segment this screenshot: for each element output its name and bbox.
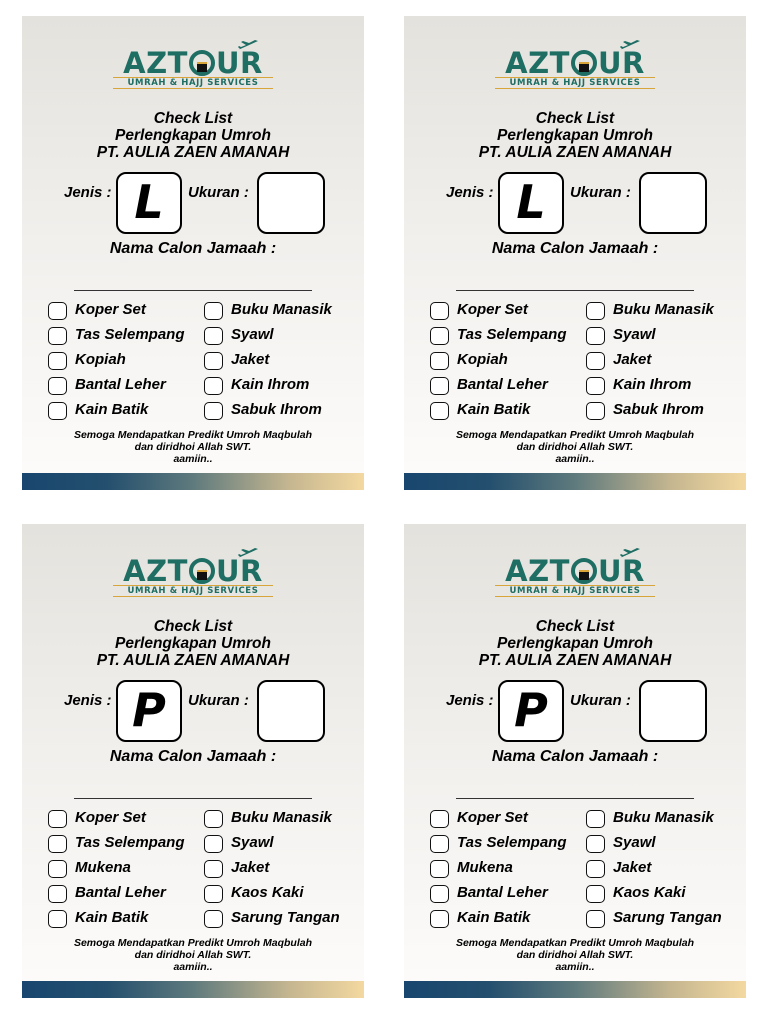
logo-wordmark [123,48,263,78]
ukuran-box[interactable] [639,680,707,742]
ukuran-box[interactable] [257,680,325,742]
footer-line: Semoga Mendapatkan Predikt Umroh Maqbulah [73,429,313,441]
footer-prayer [22,429,364,465]
title-line: Perlengkapan Umroh [497,635,653,652]
checkbox-icon[interactable] [204,327,223,345]
logo-text-right: UR [215,554,263,588]
jenis-row [22,680,364,744]
item-label: Sarung Tangan [613,909,722,926]
title-line: Check List [535,618,615,635]
checkbox-icon[interactable] [48,302,67,320]
title-line: Perlengkapan Umroh [115,127,271,144]
item-label: Jaket [231,859,270,876]
footer-line: Semoga Mendapatkan Predikt Umroh Maqbulah [455,429,695,441]
checkbox-icon[interactable] [204,302,223,320]
title-line: PT. AULIA ZAEN AMANAH [96,652,290,669]
checkbox-icon[interactable] [204,402,223,420]
item-label: Bantal Leher [457,884,548,901]
item-label: Kaos Kaki [231,884,304,901]
ukuran-label: Ukuran : [188,692,249,709]
item-label: Kain Ihrom [613,376,692,393]
checkbox-icon[interactable] [586,835,605,853]
checkbox-icon[interactable] [204,352,223,370]
checklist-title [404,110,746,161]
jenis-box: L [116,172,182,234]
item-label: Kopiah [75,351,126,368]
logo-text-left: AZT [123,46,188,80]
footer-line: aamiin.. [173,961,213,973]
logo-text-right: UR [215,46,263,80]
checklist-title [22,110,364,161]
checkbox-icon[interactable] [430,910,449,928]
checkbox-icon[interactable] [48,860,67,878]
checklist-title [404,618,746,669]
kaaba-icon [189,50,215,76]
jenis-row [404,680,746,744]
checkbox-icon[interactable] [430,810,449,828]
logo-tagline: UMRAH & HAJJ SERVICES [113,585,273,597]
item-label: Syawl [613,834,656,851]
logo-text-left: AZT [505,554,570,588]
title-line: PT. AULIA ZAEN AMANAH [478,144,672,161]
jenis-box: P [116,680,182,742]
title-line: Perlengkapan Umroh [115,635,271,652]
item-label: Bantal Leher [75,376,166,393]
checkbox-icon[interactable] [586,352,605,370]
item-label: Jaket [613,351,652,368]
checkbox-icon[interactable] [430,885,449,903]
nama-label: Nama Calon Jamaah : [491,748,659,765]
checkbox-icon[interactable] [48,910,67,928]
checkbox-icon[interactable] [586,860,605,878]
checkbox-icon[interactable] [586,302,605,320]
checkbox-icon[interactable] [586,910,605,928]
title-line: PT. AULIA ZAEN AMANAH [96,144,290,161]
item-label: Tas Selempang [75,326,185,343]
item-label: Bantal Leher [457,376,548,393]
kaaba-icon [571,558,597,584]
item-label: Kain Batik [75,909,149,926]
jenis-label: Jenis : [64,692,112,709]
jenis-label: Jenis : [446,692,494,709]
jenis-row [404,172,746,236]
item-label: Sabuk Ihrom [613,401,704,418]
item-label: Syawl [231,834,274,851]
gradient-bar [22,981,364,998]
item-label: Kain Batik [75,401,149,418]
checkbox-icon[interactable] [586,402,605,420]
item-label: Buku Manasik [613,809,714,826]
item-label: Sarung Tangan [231,909,340,926]
ukuran-box[interactable] [639,172,707,234]
item-label: Sabuk Ihrom [231,401,322,418]
nama-label: Nama Calon Jamaah : [491,240,659,257]
checkbox-icon[interactable] [586,377,605,395]
item-label: Syawl [231,326,274,343]
airplane-icon [237,546,259,562]
checkbox-icon[interactable] [430,402,449,420]
item-label: Koper Set [457,301,528,318]
checkbox-icon[interactable] [48,352,67,370]
item-label: Mukena [75,859,131,876]
footer-line: aamiin.. [555,453,595,465]
checkbox-icon[interactable] [48,377,67,395]
logo-tagline: UMRAH & HAJJ SERVICES [113,77,273,89]
checkbox-icon[interactable] [204,810,223,828]
checkbox-icon[interactable] [430,860,449,878]
footer-line: dan diridhoi Allah SWT. [134,949,252,961]
gradient-bar [404,981,746,998]
logo-text-left: AZT [123,554,188,588]
gradient-bar [22,473,364,490]
ukuran-label: Ukuran : [188,184,249,201]
item-label: Kaos Kaki [613,884,686,901]
ukuran-label: Ukuran : [570,692,631,709]
logo-text-right: UR [597,554,645,588]
nama-label: Nama Calon Jamaah : [109,240,277,257]
airplane-icon [619,38,641,54]
checkbox-icon[interactable] [430,377,449,395]
checkbox-icon[interactable] [430,835,449,853]
aztour-logo [404,48,746,94]
checklist-title [22,618,364,669]
item-label: Kain Batik [457,401,531,418]
item-label: Buku Manasik [231,301,332,318]
footer-line: dan diridhoi Allah SWT. [516,949,634,961]
logo-wordmark [505,48,645,78]
footer-line: Semoga Mendapatkan Predikt Umroh Maqbulah [73,937,313,949]
logo-text-right: UR [597,46,645,80]
item-label: Syawl [613,326,656,343]
checkbox-icon[interactable] [204,860,223,878]
nama-label: Nama Calon Jamaah : [109,748,277,765]
checkbox-icon[interactable] [204,910,223,928]
checkbox-icon[interactable] [430,302,449,320]
item-label: Bantal Leher [75,884,166,901]
item-label: Koper Set [457,809,528,826]
checkbox-icon[interactable] [48,885,67,903]
ukuran-box[interactable] [257,172,325,234]
footer-prayer [404,937,746,973]
item-label: Koper Set [75,301,146,318]
item-label: Koper Set [75,809,146,826]
footer-line: aamiin.. [173,453,213,465]
checkbox-icon[interactable] [430,352,449,370]
item-label: Tas Selempang [75,834,185,851]
title-line: Check List [153,618,233,635]
gradient-bar [404,473,746,490]
ukuran-label: Ukuran : [570,184,631,201]
kaaba-icon [571,50,597,76]
item-label: Kain Ihrom [231,376,310,393]
logo-tagline: UMRAH & HAJJ SERVICES [495,77,655,89]
jenis-box: P [498,680,564,742]
item-label: Jaket [231,351,270,368]
nama-input-line[interactable] [74,290,312,291]
footer-line: dan diridhoi Allah SWT. [134,441,252,453]
aztour-logo [404,556,746,602]
checkbox-icon[interactable] [204,885,223,903]
item-label: Kopiah [457,351,508,368]
title-line: Check List [153,110,233,127]
checkbox-icon[interactable] [48,835,67,853]
item-label: Buku Manasik [613,301,714,318]
footer-line: aamiin.. [555,961,595,973]
checkbox-icon[interactable] [586,327,605,345]
checkbox-icon[interactable] [48,402,67,420]
checkbox-icon[interactable] [48,327,67,345]
title-line: PT. AULIA ZAEN AMANAH [478,652,672,669]
jenis-box: L [498,172,564,234]
item-label: Mukena [457,859,513,876]
checkbox-icon[interactable] [204,835,223,853]
logo-text-left: AZT [505,46,570,80]
nama-input-line[interactable] [74,798,312,799]
checkbox-icon[interactable] [204,377,223,395]
item-label: Tas Selempang [457,834,567,851]
aztour-logo [22,556,364,602]
jenis-label: Jenis : [64,184,112,201]
card-bottom-right [404,524,746,998]
checkbox-icon[interactable] [430,327,449,345]
aztour-logo [22,48,364,94]
title-line: Perlengkapan Umroh [497,127,653,144]
card-top-right [404,16,746,490]
footer-line: Semoga Mendapatkan Predikt Umroh Maqbulah [455,937,695,949]
checkbox-icon[interactable] [48,810,67,828]
logo-wordmark [505,556,645,586]
airplane-icon [619,546,641,562]
logo-tagline: UMRAH & HAJJ SERVICES [495,585,655,597]
jenis-label: Jenis : [446,184,494,201]
card-bottom-left [22,524,364,998]
checkbox-icon[interactable] [586,810,605,828]
logo-wordmark [123,556,263,586]
checkbox-icon[interactable] [586,885,605,903]
title-line: Check List [535,110,615,127]
footer-prayer [404,429,746,465]
item-label: Jaket [613,859,652,876]
footer-line: dan diridhoi Allah SWT. [516,441,634,453]
jenis-row [22,172,364,236]
footer-prayer [22,937,364,973]
item-label: Buku Manasik [231,809,332,826]
item-label: Kain Batik [457,909,531,926]
airplane-icon [237,38,259,54]
nama-input-line[interactable] [456,290,694,291]
item-label: Tas Selempang [457,326,567,343]
nama-input-line[interactable] [456,798,694,799]
card-top-left [22,16,364,490]
kaaba-icon [189,558,215,584]
